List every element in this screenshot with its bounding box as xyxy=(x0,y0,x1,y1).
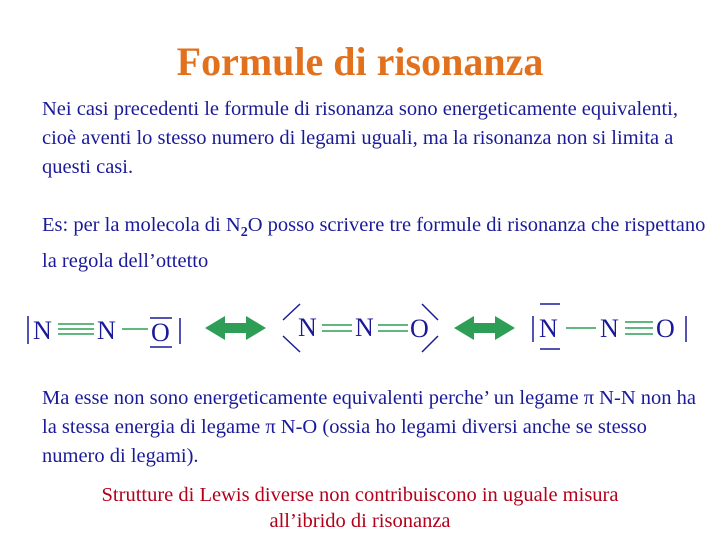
conclusion-line-1: Strutture di Lewis diverse non contribuiscono in uguale misura xyxy=(101,484,619,506)
structure-1-atom-o: O xyxy=(151,318,170,347)
intro-paragraph: Nei casi precedenti le formule di risonanza sono energeticamente equivalenti, cioè aventi lo stesso numero di legami uguali, ma la risonanza non si limita a questi casi. xyxy=(42,98,679,178)
structure-2-atom-n1: N xyxy=(298,313,317,342)
resonance-arrow-1 xyxy=(205,316,266,340)
structure-1-atom-n2: N xyxy=(97,316,116,345)
resonance-arrow-2 xyxy=(454,316,515,340)
slide-title: Formule di risonanza xyxy=(176,39,544,84)
structure-3-atom-n2: N xyxy=(600,314,619,343)
conclusion xyxy=(0,482,720,534)
resonance-structures xyxy=(0,290,720,368)
conclusion-line-2: all’ibrido di risonanza xyxy=(269,510,451,532)
resonance-structure-2 xyxy=(283,304,438,352)
resonance-structure-1 xyxy=(28,316,180,347)
explanation-paragraph: Ma esse non sono energeticamente equivalenti perche’ un legame π N-N non ha la stessa energia di legame π N-O (ossia ho legami diversi anche se stesso numero di legami). xyxy=(42,387,696,467)
example-prefix: Es: per la molecola di N xyxy=(42,214,241,236)
structure-2-atom-o: O xyxy=(410,314,429,343)
structure-2-atom-n2: N xyxy=(355,313,374,342)
structure-1-atom-n1: N xyxy=(33,316,52,345)
structure-3-atom-o: O xyxy=(656,314,675,343)
example-suffix: O posso scrivere tre formule di risonanza che rispettano la regola dell’ottetto xyxy=(42,214,706,272)
structure-3-atom-n1: N xyxy=(539,314,558,343)
example-subscript: 2 xyxy=(240,225,248,240)
example-paragraph xyxy=(42,211,714,276)
resonance-structure-3 xyxy=(533,304,686,349)
